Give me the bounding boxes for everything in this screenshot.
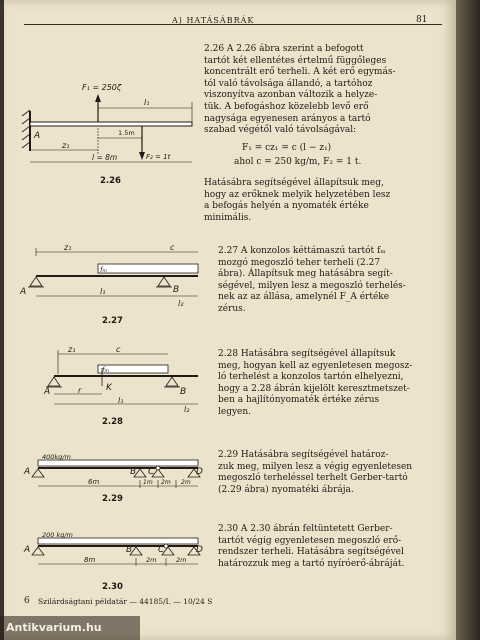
problem-2-28-text: 2.28 Hatásábra segítségével állapítsuk meg, hogyan kell az egyenletesen megosz- ló terhelést a konzolos tartón elhelyezni, hogy a 2.28 ábrán kijelölt keresztmetszet- ben a hajlítónyomaték értéke zérus legyen.	[218, 349, 413, 417]
r-label: r	[78, 386, 82, 395]
f2-label: F₂ = 1t	[146, 153, 171, 161]
support-a-label: A	[24, 545, 31, 555]
c-label: c	[116, 345, 121, 354]
figure-2-29-caption: 2.29	[102, 494, 123, 504]
span-3-label: 2m	[161, 479, 171, 486]
z1-label: z₁	[68, 345, 76, 354]
z1-label: z₁	[64, 243, 72, 252]
section-k-label: K	[106, 383, 112, 393]
span-label: l = 8m	[92, 153, 118, 162]
problem-2-26-text-2: Hatásábra segítségével állapítsuk meg, hogy az erőknek melyik helyzetében lesz a befogás helyén a nyomaték értéke minimális.	[204, 178, 391, 223]
figure-2-26	[18, 76, 198, 186]
problem-2-27-text: 2.27 A konzolos kéttámaszú tartót fₘ mozgó megoszló teher terheli (2.27 ábra). Állapítsuk meg hatásábra segít- ségével, milyen lesz a megoszló terhelés- nek az az állása, amelynél F_A értéke zérus.	[218, 246, 406, 314]
hinge-c-label: C	[148, 467, 155, 477]
support-a-label: A	[24, 467, 31, 477]
footer-imprint: Szilárdságtani példatár — 44185/I. — 10/24 S	[38, 597, 213, 606]
figure-2-28	[18, 346, 208, 412]
load-label: 200 kg/m	[42, 531, 73, 539]
support-d-label: D	[196, 545, 203, 555]
fm-label: fₘ	[100, 266, 107, 274]
f1-label: F₁ = 250ζ	[82, 83, 122, 92]
l1-label: l₁	[118, 396, 124, 405]
span-1-label: 8m	[84, 556, 96, 564]
page-number: 81	[416, 15, 428, 25]
figure-2-27	[18, 244, 208, 314]
span-4-label: 2m	[181, 479, 191, 486]
support-b-label: B	[126, 545, 133, 555]
problem-2-30-text: 2.30 A 2.30 ábrán feltüntetett Gerber- tartót végig egyenletesen megoszló erő- rendszer terheli. Hatásábra segítségével határozzuk meg a tartó nyíróerő-ábráját.	[218, 524, 405, 569]
problem-2-29-text: 2.29 Hatásábra segítségével határoz- zuk meg, milyen lesz a végig egyenletesen megoszló terheléssel terhelt Gerber-tartó (2.29 ábra) nyomatéki ábrája.	[218, 450, 413, 495]
support-b-label: B	[173, 285, 180, 295]
span-2-label: 1m	[143, 479, 153, 486]
hinge-c-label: C	[158, 545, 165, 555]
support-b-label: B	[130, 467, 137, 477]
footer-page-number: 6	[24, 596, 30, 606]
book-spine-shadow	[456, 0, 480, 640]
formula-1: F₁ = cz₁ = c (l − z₁)	[242, 143, 332, 153]
c-label: c	[170, 243, 175, 252]
load-label: 400kg/m	[42, 453, 71, 461]
l1-label: l₁	[100, 287, 106, 296]
support-a-label: A	[20, 287, 27, 297]
support-b-label: B	[180, 387, 187, 397]
support-a-label: A	[34, 131, 41, 141]
figure-2-26-caption: 2.26	[100, 176, 121, 186]
figure-2-27-caption: 2.27	[102, 316, 123, 326]
figure-2-28-caption: 2.28	[102, 417, 123, 427]
span-3-label: 2m	[176, 556, 187, 564]
figure-2-30-caption: 2.30	[102, 582, 123, 592]
running-head: A) HATÁSÁBRÁK	[172, 16, 255, 25]
span-2-label: 2m	[146, 556, 157, 564]
support-d-label: D	[196, 467, 203, 477]
gap-label: 1.5m	[118, 129, 135, 137]
l2-label: l₂	[184, 405, 190, 414]
fm-label: fₘ	[102, 366, 109, 374]
span-1-label: 6m	[88, 478, 100, 486]
formula-2: ahol c = 250 kg/m, F₂ = 1 t.	[234, 157, 362, 167]
l1-label: l₁	[144, 98, 150, 107]
l2-label: l₂	[178, 299, 184, 308]
z1-label: z₁	[62, 141, 70, 150]
support-a-label: A	[44, 387, 51, 397]
watermark: Antikvarium.hu	[0, 616, 140, 640]
problem-2-26-text: 2.26 A 2.26 ábra szerint a befogott tartót két ellentétes értelmű függőleges koncentrált erő terheli. A két erő egymás- tól való távolsága állandó, a tartóhoz viszonyítva azonban változik a helyze- tük. A befogáshoz közelebb levő erő nagysága egyenesen arányos a tartó szabad végétől való távolságával:	[204, 44, 396, 136]
figure-2-30	[18, 530, 208, 580]
book-page	[4, 0, 456, 640]
